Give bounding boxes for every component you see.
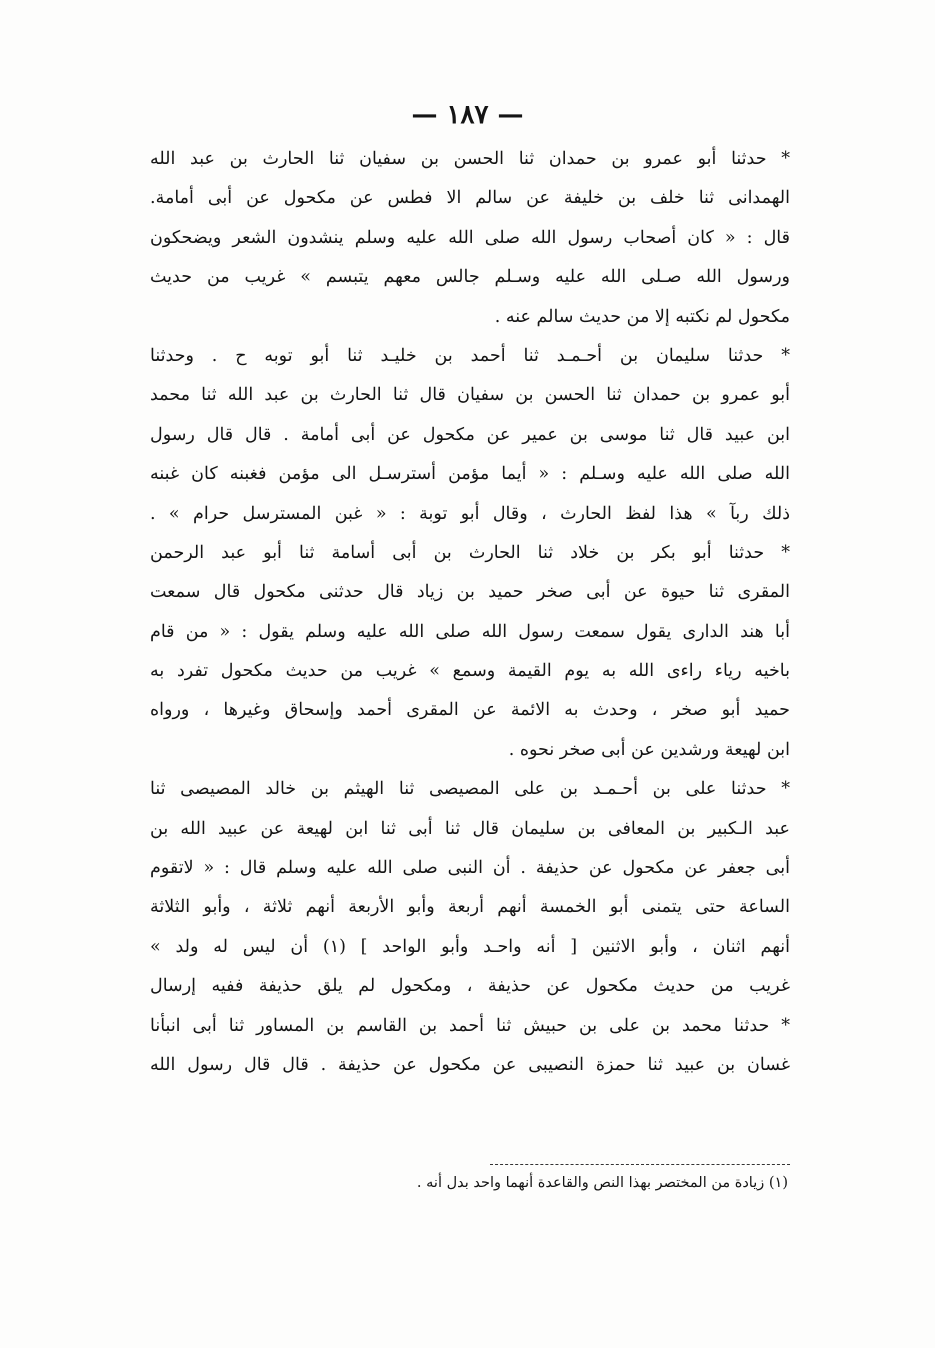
text-line: * حدثنا أبو بكر بن خلاد ثنا الحارث بن أبى أسامة ثنا أبو عبد الرحمن	[150, 542, 790, 563]
text-line: المقرى ثنا حيوة عن أبى صخر حميد بن زياد قال حدثنى مكحول قال سمعت	[150, 582, 790, 603]
text-line: الله صلى الله عليه وسـلم : « أيما مؤمن أسترسـل الى مؤمن فغبنه كان غبنه	[150, 464, 790, 485]
text-line: باخيه رياء راءى الله به يوم القيمة وسمع » غريب من حديث مكحول تفرد به	[150, 661, 790, 682]
text-line: قال : « كان أصحاب رسول الله صلى الله عليه وسلم ينشدون الشعر ويضحكون	[150, 227, 790, 248]
footnote: (١) زيادة من المختصر بهذا النص والقاعدة أنهما واحد بدل أنه .	[416, 1175, 788, 1191]
text-line: * حدثنا على بن أحـمـد بن على المصيصى ثنا الهيثم بن خالد المصيصى ثنا	[150, 779, 790, 800]
main-text	[150, 140, 790, 1085]
text-line: ورسول الله صـلى الله عليه وسـلم جالس معهم يتبسم » غريب من حديث	[150, 267, 790, 288]
footnote-separator	[490, 1164, 790, 1165]
page-number: — ١٨٧ —	[411, 100, 524, 130]
text-line: الساعة حتى يتمنى أبو الخمسة أنهم أربعة وأبو الأربعة أنهم ثلاثة ، وأبو الثلاثة	[150, 897, 790, 918]
text-line: غسان بن عبيد ثنا حمزة النصيبى عن مكحول عن حذيفة . قال قال رسول الله	[150, 1054, 790, 1075]
text-line: أبو عمرو بن حمدان ثنا الحسن بن سفيان قال ثنا الحارث بن عبد الله ثنا محمد	[150, 385, 790, 406]
text-line: أبا هند الدارى يقول سمعت رسول الله صلى الله عليه وسلم يقول : « من قام	[150, 621, 790, 642]
text-line: ابن عبيد قال ثنا موسى بن عمير عن مكحول عن أبى أمامة . قال قال رسول	[150, 424, 790, 445]
text-line: * حدثنا سليمان بن أحـمـد ثنا أحمد بن خليـد ثنا أبو توبه ح . وحدثنا	[150, 345, 790, 366]
text-line: حميد أبو صخر ، وحدث به الائمة عن المقرى أحمد وإسحاق وغيرها ، ورواه	[150, 700, 790, 721]
text-line: ابن لهيعة ورشدين عن أبى صخر نحوه .	[508, 739, 790, 760]
text-line: عبد الـكبير بن المعافى بن سليمان قال ثنا أبى ثنا ابن لهيعة عن عبيد الله بن	[150, 818, 790, 839]
text-line: أنهم اثنان ، وأبو الاثنين [ أنه واحـد وأبو الواحد ] (١) أن ليس له ولد »	[150, 936, 790, 957]
text-line: * حدثنا أبو عمرو بن حمدان ثنا الحسن بن سفيان ثنا الحارث بن عبد الله	[150, 149, 790, 169]
text-line: ذلك ربآ » هذا لفظ الحارث ، وقال أبو توبة : « غبن المسترسل حرام » .	[150, 503, 790, 524]
text-line: مكحول لم نكتبه إلا من حديث سالم عنه .	[494, 306, 790, 327]
text-line: أبى جعفر عن مكحول عن حذيفة . أن النبى صلى الله عليه وسلم قال : « لاتقوم	[150, 858, 790, 879]
text-line: الهمدانى ثنا خلف بن خليفة عن سالم الا فطس عن مكحول عن أبى أمامة.	[150, 188, 790, 209]
text-line: غريب من حديث مكحول عن حذيفة ، ومكحول لم يلق حذيفة ففيه إرسال	[150, 976, 790, 997]
text-line: * حدثنا محمد بن على بن حبيش ثنا أحمد بن القاسم بن المساور ثنا أبى انبأنا	[150, 1015, 790, 1036]
